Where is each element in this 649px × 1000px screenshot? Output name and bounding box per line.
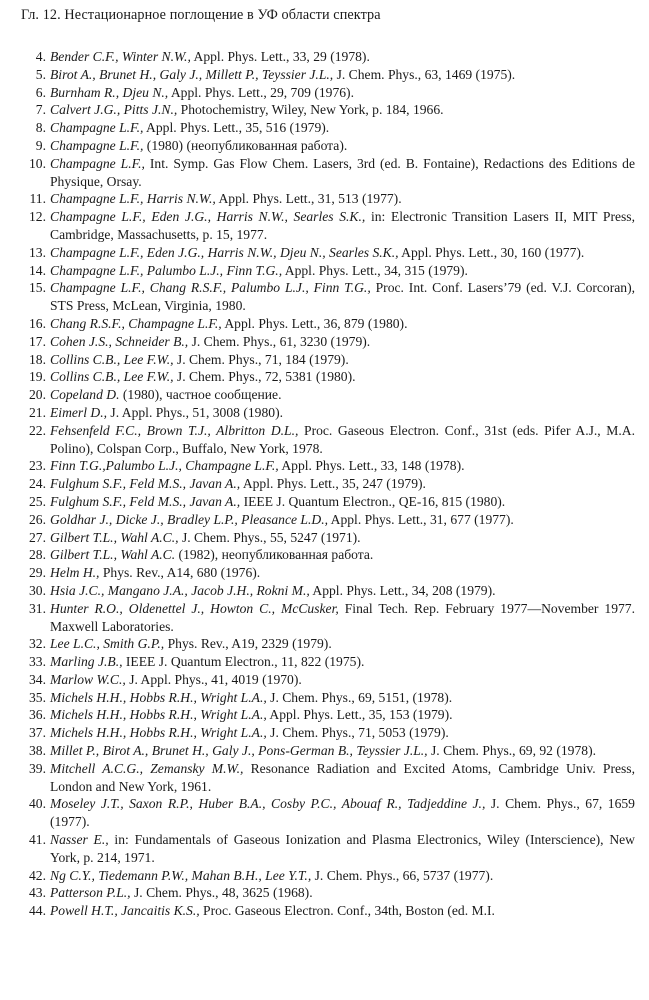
reference-source: (1980) (неопубликованная работа).	[143, 137, 348, 153]
reference-source: IEEE J. Quantum Electron., 11, 822 (1975).	[122, 654, 365, 670]
reference-number: 8.	[35, 120, 46, 136]
reference-authors: Marlow W.C.,	[50, 671, 126, 687]
reference-source: J. Chem. Phys., 48, 3625 (1968).	[130, 885, 313, 901]
reference-authors: Hsia J.C., Mangano J.A., Jacob J.H., Rokni M.,	[50, 582, 310, 598]
reference-authors: Collins C.B., Lee F.W.,	[50, 369, 174, 385]
reference-authors: Gilbert T.L., Wahl A.C.,	[50, 529, 179, 545]
reference-number: 17.	[29, 333, 46, 349]
reference-number: 36.	[29, 707, 46, 723]
reference-source: Proc. Gaseous Electron. Conf., 34th, Boston (ed. M.I.	[199, 903, 495, 919]
reference-source: Appl. Phys. Lett., 30, 160 (1977).	[398, 244, 585, 260]
reference-item	[14, 706, 635, 724]
reference-body	[50, 671, 635, 689]
reference-body	[50, 546, 635, 564]
reference-authors: Michels H.H., Hobbs R.H., Wright L.A.,	[50, 689, 267, 705]
reference-number: 31.	[29, 600, 46, 616]
reference-number: 7.	[35, 102, 46, 118]
reference-body	[50, 208, 635, 244]
reference-item	[14, 48, 635, 66]
reference-number: 10.	[29, 155, 46, 171]
reference-item	[14, 101, 635, 119]
reference-body	[50, 795, 635, 831]
reference-source: J. Chem. Phys., 55, 5247 (1971).	[178, 529, 361, 545]
reference-item	[14, 386, 635, 404]
reference-number: 15.	[29, 280, 46, 296]
reference-source: Int. Symp. Gas Flow Chem. Lasers, 3rd (ed. B. Fontaine), Redactions des Editions de Physique, Orsay.	[50, 155, 636, 189]
reference-number: 24.	[29, 476, 46, 492]
reference-body	[50, 867, 635, 885]
reference-number: 34.	[29, 671, 46, 687]
reference-number: 19.	[29, 369, 46, 385]
reference-number: 22.	[29, 422, 46, 438]
reference-number: 33.	[29, 654, 46, 670]
reference-authors: Champagne L.F.,	[50, 137, 144, 153]
reference-item	[14, 457, 635, 475]
reference-source: Appl. Phys. Lett., 34, 315 (1979).	[282, 262, 468, 278]
reference-body	[50, 831, 635, 867]
reference-item	[14, 119, 635, 137]
reference-source: Appl. Phys. Lett., 33, 29 (1978).	[190, 49, 370, 64]
reference-body	[50, 742, 635, 760]
reference-item	[14, 315, 635, 333]
reference-number: 44.	[29, 903, 46, 919]
reference-source: Phys. Rev., A19, 2329 (1979).	[164, 636, 332, 652]
reference-source: J. Chem. Phys., 67, 1659 (1977).	[50, 796, 635, 830]
reference-number: 43.	[29, 885, 46, 901]
reference-item	[14, 84, 635, 102]
reference-body	[50, 262, 635, 280]
reference-authors: Champagne L.F., Chang R.S.F., Palumbo L.J., Finn T.G.,	[50, 280, 371, 296]
reference-authors: Eimerl D.,	[50, 404, 108, 420]
reference-authors: Champagne L.F., Harris N.W.,	[50, 191, 216, 207]
reference-number: 28.	[29, 547, 46, 563]
reference-item	[14, 671, 635, 689]
reference-source: Appl. Phys. Lett., 35, 247 (1979).	[240, 476, 426, 492]
reference-authors: Patterson P.L.,	[50, 885, 131, 901]
reference-number: 9.	[35, 137, 46, 153]
reference-item	[14, 137, 635, 155]
reference-number: 21.	[29, 404, 46, 420]
reference-body	[50, 475, 635, 493]
reference-source: J. Chem. Phys., 61, 3230 (1979).	[188, 333, 371, 349]
reference-authors: Fehsenfeld F.C., Brown T.J., Albritton D.L.,	[50, 422, 299, 438]
reference-item	[14, 546, 635, 564]
reference-source: Appl. Phys. Lett., 36, 879 (1980).	[221, 315, 408, 331]
reference-source: Appl. Phys. Lett., 31, 677 (1977).	[328, 511, 514, 527]
reference-number: 30.	[29, 582, 46, 598]
reference-item	[14, 742, 635, 760]
reference-authors: Fulghum S.F., Feld M.S., Javan A.,	[50, 493, 241, 509]
reference-authors: Goldhar J., Dicke J., Bradley L.P., Pleasance L.D.,	[50, 511, 328, 527]
reference-authors: Cohen J.S., Schneider B.,	[50, 333, 189, 349]
reference-source: Phys. Rev., A14, 680 (1976).	[99, 565, 261, 581]
reference-authors: Bender C.F., Winter N.W.,	[50, 49, 191, 64]
reference-number: 38.	[29, 743, 46, 759]
reference-source: Proc. Int. Conf. Lasers’79 (ed. V.J. Corcoran), STS Press, McLean, Virginia, 1980.	[50, 280, 636, 314]
reference-source: J. Chem. Phys., 69, 92 (1978).	[427, 743, 596, 759]
reference-source: Photochemistry, Wiley, New York, p. 184, 1966.	[177, 102, 444, 118]
reference-item	[14, 884, 635, 902]
reference-list	[14, 48, 635, 920]
reference-body	[50, 582, 635, 600]
reference-body	[50, 706, 635, 724]
reference-authors: Gilbert T.L., Wahl A.C.	[50, 547, 176, 563]
reference-source: J. Appl. Phys., 51, 3008 (1980).	[107, 404, 283, 420]
reference-item	[14, 867, 635, 885]
reference-item	[14, 351, 635, 369]
reference-body	[50, 84, 635, 102]
reference-authors: Calvert J.G., Pitts J.N.,	[50, 102, 178, 118]
reference-number: 40.	[29, 796, 46, 812]
reference-body	[50, 137, 635, 155]
reference-authors: Burnham R., Djeu N.,	[50, 84, 169, 100]
reference-item	[14, 635, 635, 653]
reference-number: 12.	[29, 209, 46, 225]
reference-source: J. Chem. Phys., 71, 184 (1979).	[173, 351, 349, 367]
reference-item	[14, 795, 635, 831]
reference-number: 20.	[29, 387, 46, 403]
reference-number: 32.	[29, 636, 46, 652]
reference-number: 39.	[29, 760, 46, 776]
reference-body	[50, 884, 635, 902]
reference-number: 42.	[29, 867, 46, 883]
reference-body	[50, 689, 635, 707]
reference-body	[50, 48, 635, 66]
reference-source: J. Chem. Phys., 72, 5381 (1980).	[173, 369, 356, 385]
reference-body	[50, 368, 635, 386]
reference-authors: Champagne L.F.,	[50, 120, 144, 136]
reference-authors: Millet P., Birot A., Brunet H., Galy J., Pons-German B., Teyssier J.L.,	[50, 743, 428, 759]
reference-number: 35.	[29, 689, 46, 705]
reference-authors: Lee L.C., Smith G.P.,	[50, 636, 165, 652]
reference-authors: Powell H.T., Jancaitis K.S.,	[50, 903, 200, 919]
reference-item	[14, 511, 635, 529]
reference-authors: Chang R.S.F., Champagne L.F.,	[50, 315, 222, 331]
reference-item	[14, 831, 635, 867]
reference-authors: Champagne L.F., Eden J.G., Harris N.W., Djeu N., Searles S.K.,	[50, 244, 399, 260]
reference-authors: Finn T.G.,Palumbo L.J., Champagne L.F.,	[50, 458, 279, 474]
reference-source: J. Chem. Phys., 71, 5053 (1979).	[266, 725, 449, 741]
reference-authors: Marling J.B.,	[50, 654, 123, 670]
reference-authors: Ng C.Y., Tiedemann P.W., Mahan B.H., Lee Y.T.,	[50, 867, 312, 883]
reference-source: in: Electronic Transition Lasers II, MIT Press, Cambridge, Massachusetts, p. 15, 1977.	[50, 209, 635, 242]
reference-source: (1982), неопубликованная работа.	[175, 547, 374, 563]
reference-source: Appl. Phys. Lett., 34, 208 (1979).	[309, 582, 496, 598]
reference-item	[14, 724, 635, 742]
reference-authors: Michels H.H., Hobbs R.H., Wright L.A.,	[50, 707, 267, 723]
reference-body	[50, 457, 635, 475]
reference-authors: Birot A., Brunet H., Galy J., Millett P., Teyssier J.L.,	[50, 66, 334, 82]
reference-number: 41.	[29, 832, 46, 848]
reference-number: 37.	[29, 725, 46, 741]
reference-authors: Moseley J.T., Saxon R.P., Huber B.A., Cosby P.C., Abouaf R., Tadjeddine J.,	[50, 796, 486, 812]
reference-source: J. Chem. Phys., 66, 5737 (1977).	[311, 867, 494, 883]
reference-source: J. Chem. Phys., 69, 5151, (1978).	[266, 689, 453, 705]
reference-item	[14, 689, 635, 707]
reference-body	[50, 653, 635, 671]
reference-body	[50, 493, 635, 511]
reference-number: 6.	[35, 84, 46, 100]
reference-item	[14, 564, 635, 582]
reference-authors: Helm H.,	[50, 565, 100, 581]
reference-body	[50, 724, 635, 742]
reference-item	[14, 66, 635, 84]
reference-item	[14, 653, 635, 671]
reference-item	[14, 422, 635, 458]
reference-item	[14, 208, 635, 244]
reference-authors: Hunter R.O., Oldenettel J., Howton C., McCusker,	[50, 600, 339, 616]
reference-number: 18.	[29, 351, 46, 367]
reference-source: Appl. Phys. Lett., 29, 709 (1976).	[168, 84, 354, 100]
reference-item	[14, 404, 635, 422]
reference-body	[50, 600, 635, 636]
reference-body	[50, 101, 635, 119]
reference-authors: Mitchell A.C.G., Zemansky M.W.,	[50, 760, 244, 776]
reference-body	[50, 902, 635, 920]
reference-item	[14, 244, 635, 262]
reference-item	[14, 333, 635, 351]
reference-number: 16.	[29, 315, 46, 331]
reference-source: Appl. Phys. Lett., 35, 153 (1979).	[266, 707, 453, 723]
reference-body	[50, 386, 635, 404]
reference-body	[50, 760, 635, 796]
reference-item	[14, 190, 635, 208]
reference-body	[50, 66, 635, 84]
reference-item	[14, 600, 635, 636]
reference-number: 26.	[29, 511, 46, 527]
reference-source: J. Chem. Phys., 63, 1469 (1975).	[333, 66, 516, 82]
reference-body	[50, 119, 635, 137]
running-header: Гл. 12. Нестационарное поглощение в УФ области спектра	[21, 7, 381, 23]
reference-authors: Champagne L.F., Eden J.G., Harris N.W., Searles S.K.,	[50, 209, 366, 225]
reference-body	[50, 404, 635, 422]
reference-body	[50, 351, 635, 369]
reference-body	[50, 155, 635, 191]
reference-source: Final Tech. Rep. February 1977—November 1977. Maxwell Laboratories.	[50, 600, 635, 634]
reference-number: 4.	[35, 49, 46, 64]
reference-source: Appl. Phys. Lett., 35, 516 (1979).	[143, 120, 330, 136]
reference-number: 23.	[29, 458, 46, 474]
reference-body	[50, 190, 635, 208]
reference-body	[50, 279, 635, 315]
reference-number: 5.	[35, 66, 46, 82]
reference-number: 11.	[29, 191, 46, 207]
reference-item	[14, 493, 635, 511]
reference-authors: Collins C.B., Lee F.W.,	[50, 351, 174, 367]
reference-source: IEEE J. Quantum Electron., QE-16, 815 (1980).	[240, 493, 506, 509]
reference-source: Resonance Radiation and Excited Atoms, Cambridge Univ. Press, London and New York, 1961.	[50, 760, 635, 794]
reference-item	[14, 529, 635, 547]
reference-item	[14, 155, 635, 191]
reference-number: 25.	[29, 493, 46, 509]
reference-item	[14, 760, 635, 796]
reference-number: 27.	[29, 529, 46, 545]
reference-body	[50, 333, 635, 351]
reference-item	[14, 902, 635, 920]
reference-body	[50, 564, 635, 582]
reference-item	[14, 582, 635, 600]
reference-source: in: Fundamentals of Gaseous Ionization and Plasma Electronics, Wiley (Interscience), New York, p. 214, 1971.	[50, 832, 635, 865]
reference-source: Appl. Phys. Lett., 31, 513 (1977).	[215, 191, 402, 207]
reference-number: 14.	[29, 262, 46, 278]
reference-authors: Nasser E.,	[50, 832, 109, 848]
reference-body	[50, 635, 635, 653]
reference-body	[50, 529, 635, 547]
reference-authors: Champagne L.F., Palumbo L.J., Finn T.G.,	[50, 262, 283, 278]
reference-number: 13.	[29, 244, 46, 260]
reference-item	[14, 279, 635, 315]
reference-source: Appl. Phys. Lett., 33, 148 (1978).	[278, 458, 465, 474]
reference-item	[14, 368, 635, 386]
reference-number: 29.	[29, 565, 46, 581]
reference-body	[50, 422, 635, 458]
reference-body	[50, 511, 635, 529]
reference-authors: Fulghum S.F., Feld M.S., Javan A.,	[50, 476, 241, 492]
reference-source: J. Appl. Phys., 41, 4019 (1970).	[125, 671, 302, 687]
reference-authors: Champagne L.F.,	[50, 155, 145, 171]
reference-source: (1980), частное сообщение.	[119, 387, 282, 403]
reference-body	[50, 315, 635, 333]
reference-authors: Copeland D.	[50, 387, 120, 403]
reference-item	[14, 475, 635, 493]
reference-item	[14, 262, 635, 280]
reference-authors: Michels H.H., Hobbs R.H., Wright L.A.,	[50, 725, 267, 741]
reference-source: Proc. Gaseous Electron. Conf., 31st (eds. Pifer A.J., M.A. Polino), Colspan Corp., Buffalo, New York, 1978.	[50, 422, 635, 456]
reference-body	[50, 244, 635, 262]
